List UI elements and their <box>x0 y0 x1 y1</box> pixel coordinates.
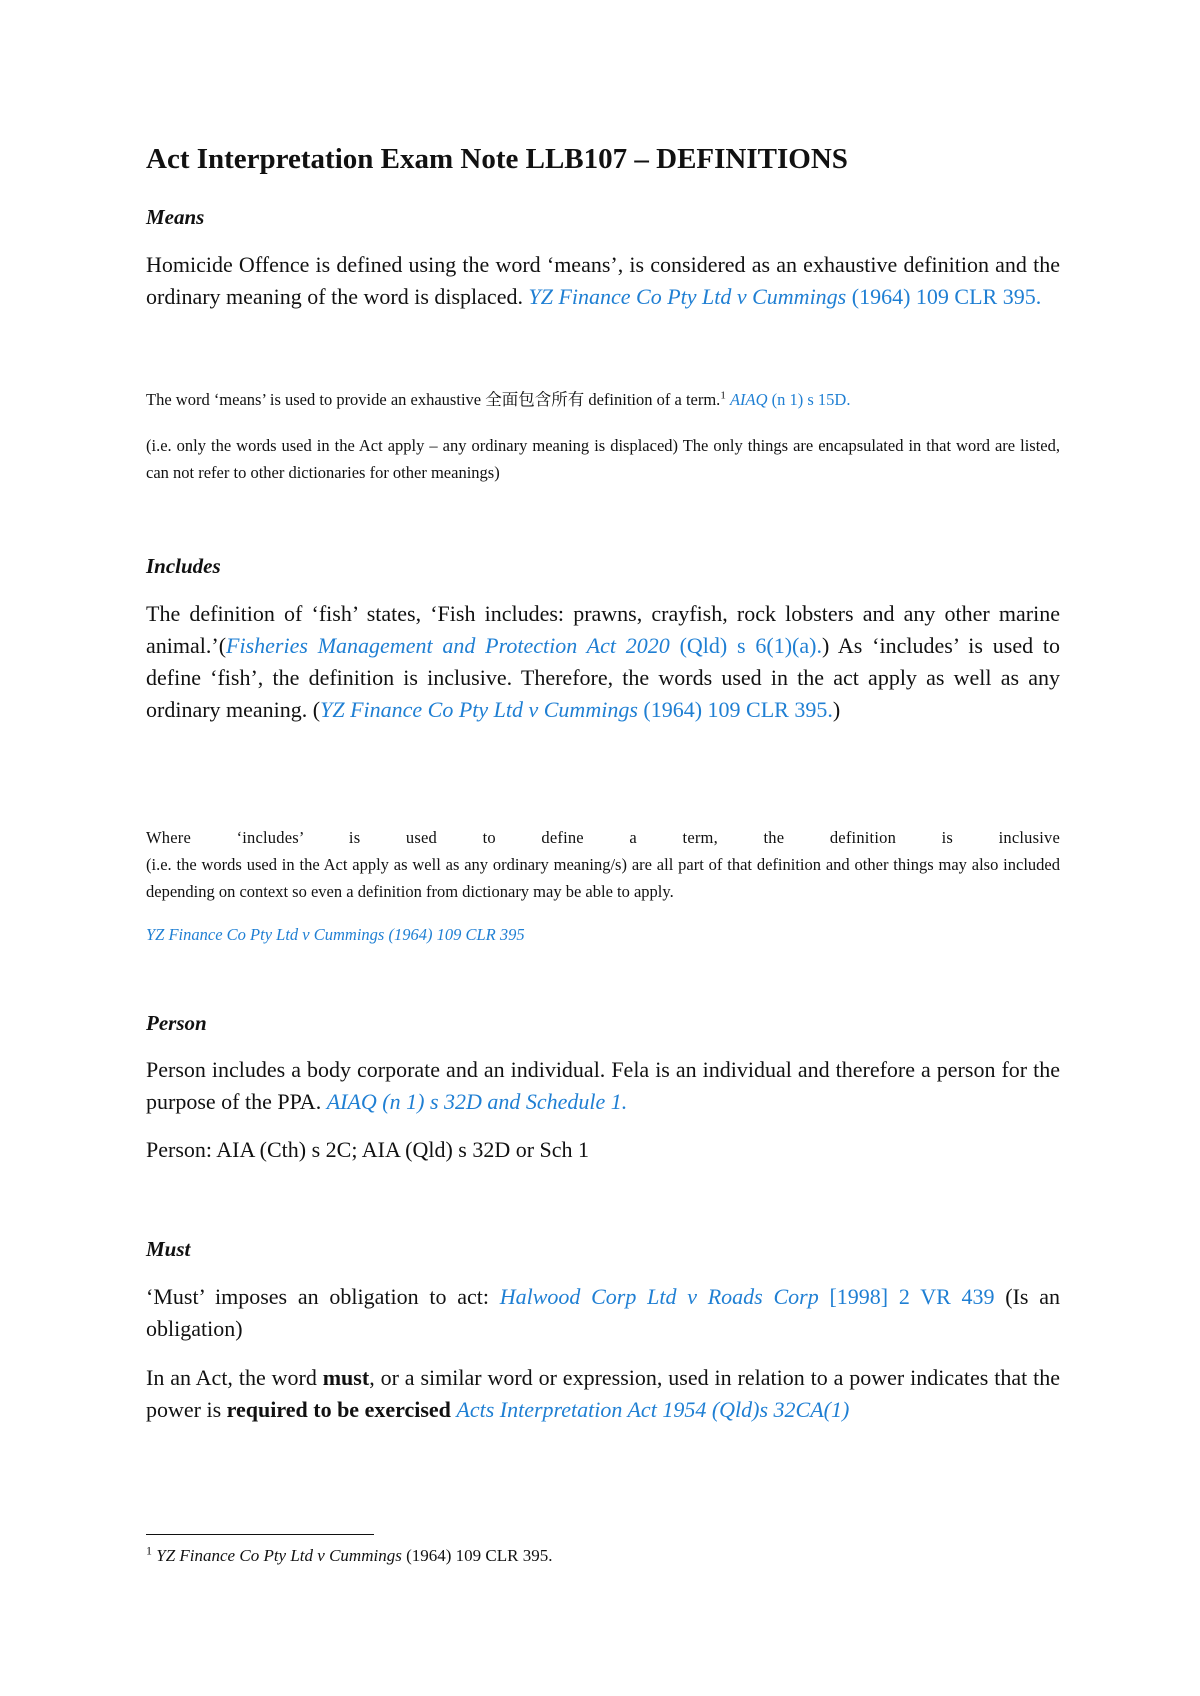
person-paragraph-1 <box>146 1054 1060 1118</box>
footnote-citation: (1964) 109 CLR 395. <box>406 1546 553 1565</box>
must-p2-text-b: , or a similar word or expression, used in relation to a power indicates that the power is <box>146 1365 1061 1422</box>
must-p1-text-b: (Is an obligation) <box>146 1284 1060 1341</box>
includes-p1-text-a: The definition of ‘fish’ states, ‘Fish includes: prawns, crayfish, rock lobsters and any other marine animal.’( <box>146 601 1060 658</box>
case-link-yz-finance-2[interactable]: YZ Finance Co Pty Ltd v Cummings <box>320 697 638 722</box>
must-paragraph-2 <box>146 1362 1060 1426</box>
person-p1-text: Person includes a body corporate and an individual. Fela is an individual and therefore a person for the purpose of the PPA. <box>146 1057 1060 1114</box>
includes-paragraph-2 <box>146 824 1060 905</box>
footnote-case: YZ Finance Co Pty Ltd v Cummings <box>156 1546 402 1565</box>
includes-p1-text-c: ) <box>832 697 841 722</box>
heading-must: Must <box>146 1237 191 1261</box>
heading-includes: Includes <box>146 554 221 578</box>
must-bold-phrase: required to be exercised <box>226 1397 451 1422</box>
person-paragraph-2 <box>146 1134 1060 1166</box>
must-p2-text-a: In an Act, the word <box>146 1365 317 1390</box>
page-title: Act Interpretation Exam Note LLB107 – DEFINITIONS <box>146 143 848 175</box>
case-link-yz-finance[interactable]: YZ Finance Co Pty Ltd v Cummings <box>528 284 847 309</box>
includes-paragraph-1 <box>146 598 1060 726</box>
heading-means: Means <box>146 205 205 229</box>
act-link-acts-interpretation[interactable]: Acts Interpretation Act 1954 (Qld)s 32CA(1) <box>456 1397 850 1422</box>
means-paragraph-1 <box>146 249 1060 313</box>
means-paragraph-3 <box>146 432 1060 486</box>
case-citation[interactable]: (1964) 109 CLR 395. <box>851 284 1042 309</box>
aiaq-link[interactable]: AIAQ <box>729 390 768 409</box>
footnote-ref[interactable]: 1 <box>720 389 726 402</box>
includes-p1-text-b: ) As ‘includes’ is used to define ‘fish’, the definition is inclusive. Therefore, the words used in the act apply as well as any ordinary meaning. ( <box>146 633 1061 722</box>
means-p3-text: (i.e. only the words used in the Act apply – any ordinary meaning is displaced) The only things are encapsulated in that word are listed, can not refer to other dictionaries for other meanings) <box>146 436 1060 482</box>
case-link-halwood[interactable]: Halwood Corp Ltd v Roads Corp <box>499 1284 819 1309</box>
person-p2-text: Person: AIA (Cth) s 2C; AIA (Qld) s 32D or Sch 1 <box>146 1137 590 1162</box>
includes-p2-rest: (i.e. the words used in the Act apply as well as any ordinary meaning/s) are all part of that definition and other things may also included depending on context so even a definition from dictionary may be able to apply. <box>146 855 1060 901</box>
case-reference-yz-finance[interactable]: YZ Finance Co Pty Ltd v Cummings (1964) 109 CLR 395 <box>146 925 525 944</box>
must-bold-word: must <box>322 1365 370 1390</box>
means-p2-text: The word ‘means’ is used to provide an exhaustive 全面包含所有 definition of a term. <box>146 390 721 409</box>
includes-p2-line1: Where ‘includes’ is used to define a term, the definition is inclusive <box>146 828 1060 847</box>
footnote-separator <box>146 1534 374 1535</box>
footnote <box>146 1542 1060 1569</box>
heading-person: Person <box>146 1011 207 1035</box>
includes-paragraph-3 <box>146 921 1060 948</box>
must-paragraph-1 <box>146 1281 1060 1345</box>
aiaq-section-link[interactable]: (n 1) s 15D. <box>771 390 851 409</box>
act-citation-fisheries[interactable]: (Qld) s 6(1)(a). <box>679 633 822 658</box>
case-citation-2[interactable]: (1964) 109 CLR 395. <box>643 697 833 722</box>
footnote-number: 1 <box>146 1543 152 1558</box>
must-p1-text-a: ‘Must’ imposes an obligation to act: <box>146 1284 489 1309</box>
means-p1-text: Homicide Offence is defined using the word ‘means’, is considered as an exhaustive definition and the ordinary meaning of the word is displaced. <box>146 252 1060 309</box>
case-citation-halwood[interactable]: [1998] 2 VR 439 <box>829 1284 995 1309</box>
act-link-fisheries[interactable]: Fisheries Management and Protection Act 2020 <box>226 633 670 658</box>
aiaq-schedule-link[interactable]: AIAQ (n 1) s 32D and Schedule 1. <box>326 1089 628 1114</box>
means-paragraph-2 <box>146 386 1060 413</box>
